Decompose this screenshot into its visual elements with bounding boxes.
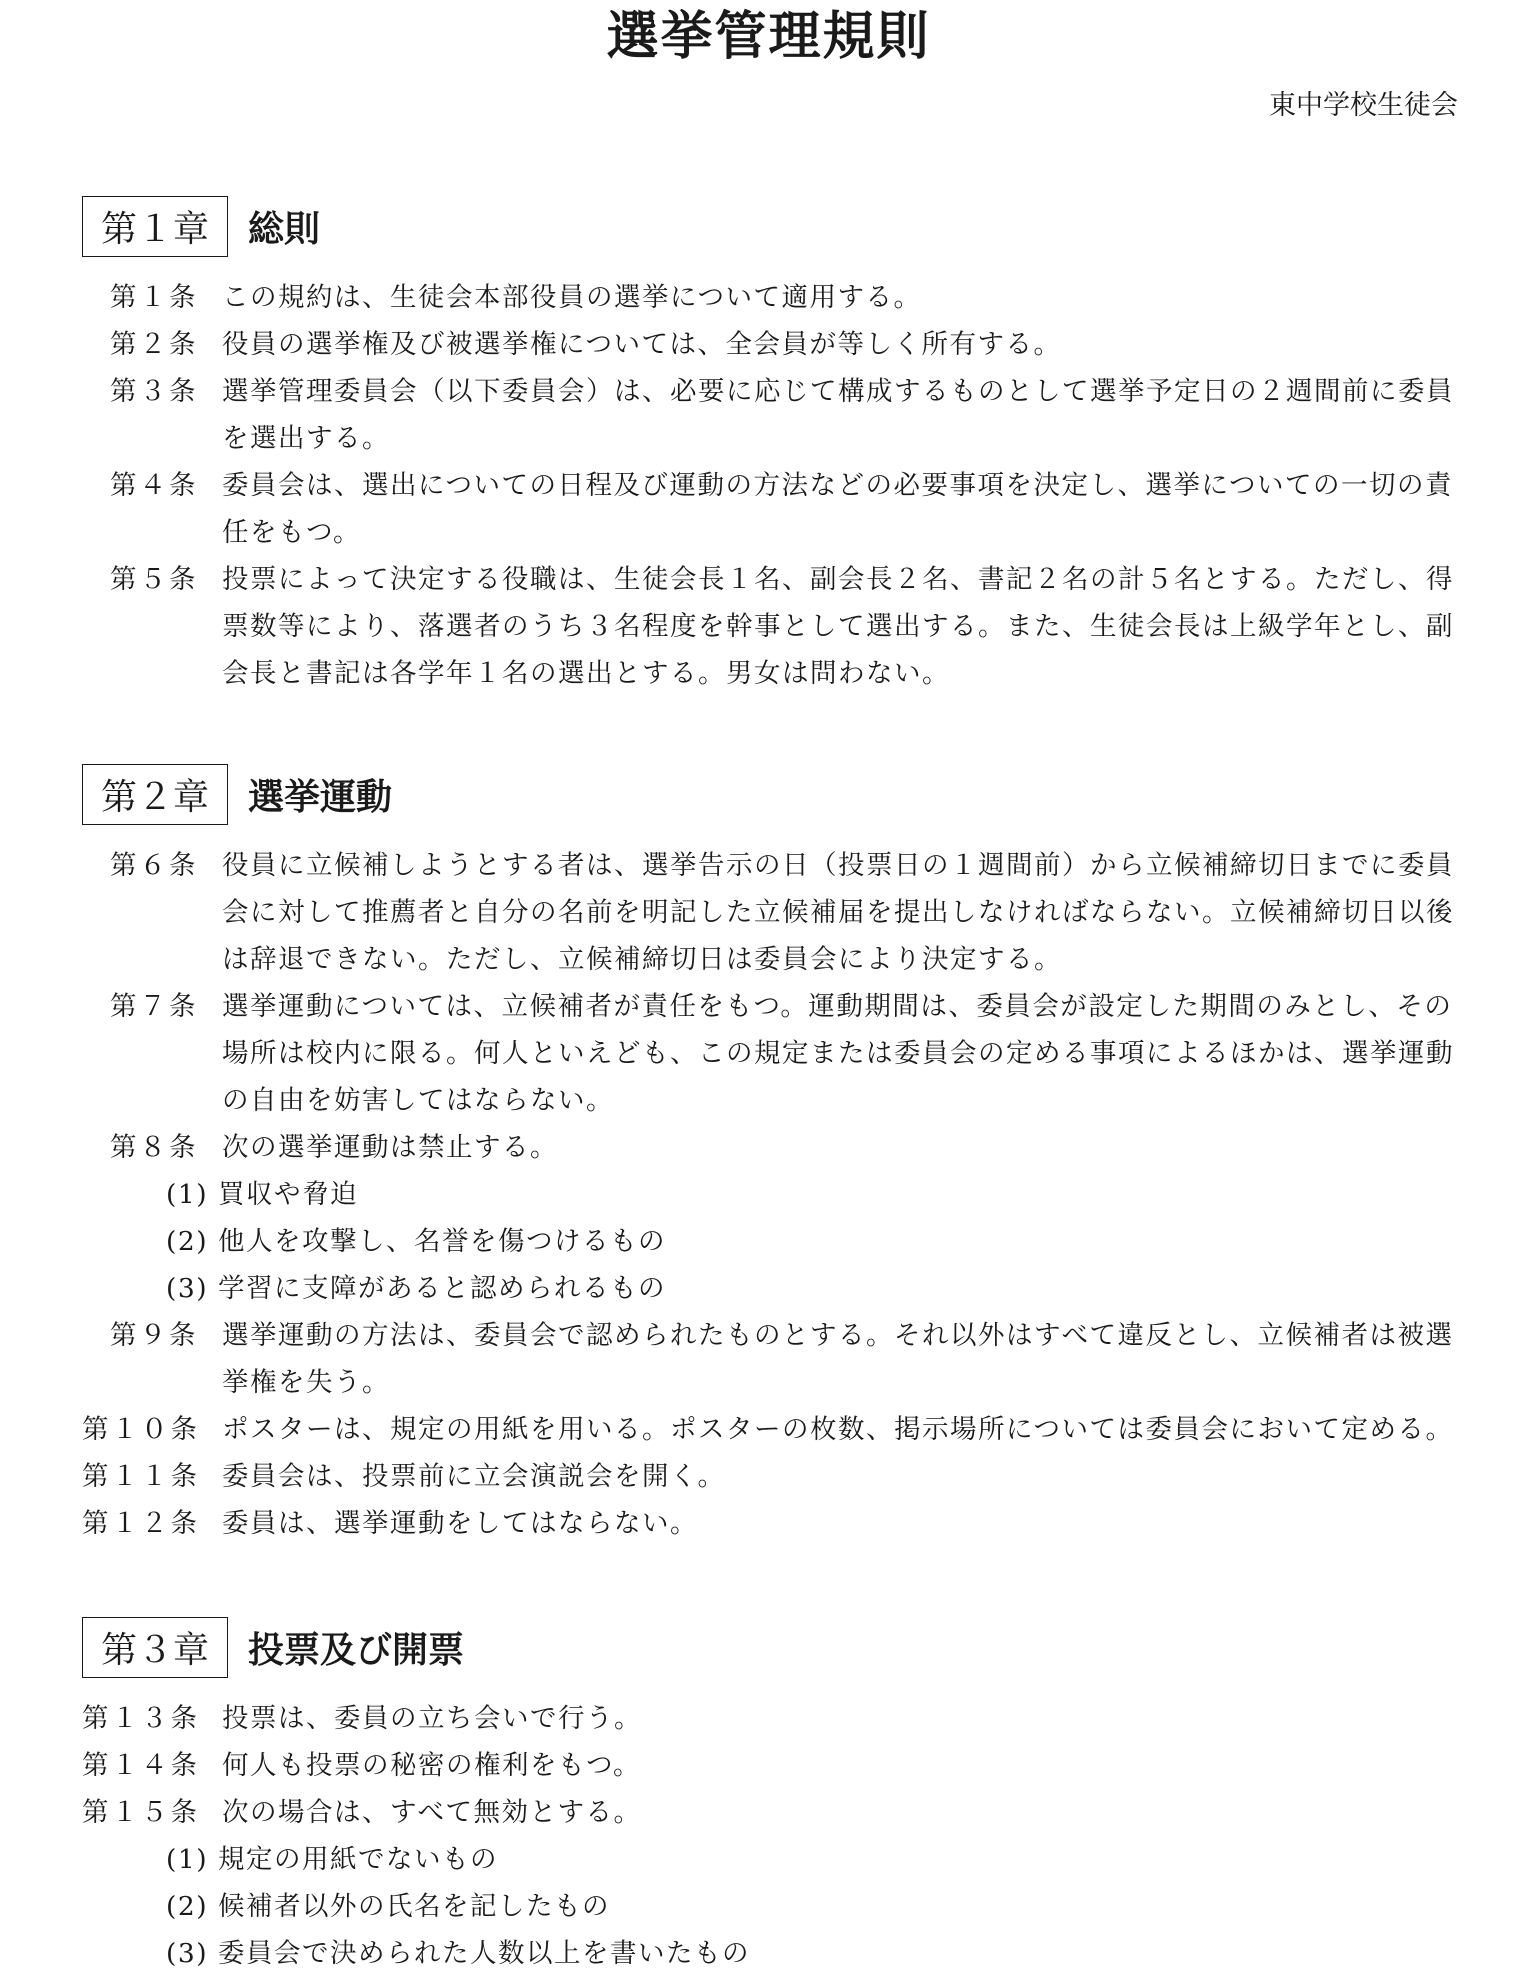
article	[0, 1312, 1537, 1406]
chapter-heading	[82, 1615, 464, 1679]
article	[0, 842, 1537, 983]
list-item	[0, 1930, 1537, 1977]
article-text: 委員会は、選出についての日程及び運動の方法などの必要事項を決定し、選挙についての一切の責任をもつ。	[222, 470, 1453, 548]
item-number: (3)	[166, 1273, 209, 1304]
article	[0, 274, 1537, 321]
article	[0, 368, 1537, 462]
article-number: 第１条	[110, 282, 199, 313]
article-number: 第１２条	[82, 1508, 200, 1539]
article-text: 選挙運動については、立候補者が責任をもつ。運動期間は、委員会が設定した期間のみとし、その場所は校内に限る。何人といえども、この規定または委員会の定める事項によるほかは、選挙運動の自由を妨害してはならない。	[222, 991, 1454, 1116]
article-number: 第７条	[110, 991, 199, 1022]
item-number: (1)	[166, 1844, 209, 1875]
item-number: (3)	[166, 1938, 209, 1969]
item-number: (1)	[166, 1179, 209, 1210]
list-item	[0, 1171, 1537, 1218]
article	[0, 1789, 1537, 1836]
article	[0, 983, 1537, 1124]
article	[0, 1695, 1537, 1742]
article-text: 何人も投票の秘密の権利をもつ。	[222, 1750, 641, 1781]
article-text: 投票は、委員の立ち会いで行う。	[222, 1703, 642, 1734]
article-text: 選挙管理委員会（以下委員会）は、必要に応じて構成するものとして選挙予定日の２週間前に委員を選出する。	[222, 376, 1454, 454]
article-number: 第１５条	[82, 1797, 200, 1828]
chapter-title: 選挙運動	[248, 775, 393, 818]
article-text: 次の選挙運動は禁止する。	[222, 1132, 558, 1163]
article	[0, 1453, 1537, 1500]
article-number: 第１４条	[82, 1750, 200, 1781]
chapter-title: 投票及び開票	[248, 1628, 465, 1671]
item-number: (2)	[166, 1226, 209, 1257]
article-number: 第３条	[110, 376, 199, 407]
article-text: 投票によって決定する役職は、生徒会長１名、副会長２名、書記２名の計５名とする。ただし、得票数等により、落選者のうち３名程度を幹事として選出する。また、生徒会長は上級学年とし、副会長と書記は各学年１名の選出とする。男女は問わない。	[222, 564, 1454, 689]
article-number: 第２条	[110, 329, 199, 360]
article	[0, 321, 1537, 368]
article-number: 第１３条	[82, 1703, 200, 1734]
article-number: 第９条	[110, 1320, 199, 1351]
article	[0, 1742, 1537, 1789]
article	[0, 462, 1537, 556]
article-text: 役員の選挙権及び被選挙権については、全会員が等しく所有する。	[222, 329, 1062, 360]
chapter-number-box: 第１章	[82, 196, 228, 257]
document-title: 選挙管理規則	[606, 6, 931, 67]
article-number: 第１０条	[82, 1414, 200, 1445]
item-number: (2)	[166, 1891, 209, 1922]
chapter-title: 総則	[248, 207, 321, 250]
article-text: 役員に立候補しようとする者は、選挙告示の日（投票日の１週間前）から立候補締切日までに委員会に対して推薦者と自分の名前を明記した立候補届を提出しなければならない。立候補締切日以後は辞退できない。ただし、立候補締切日は委員会により決定する。	[222, 850, 1454, 975]
article-text: 委員は、選挙運動をしてはならない。	[222, 1508, 698, 1539]
article-number: 第４条	[110, 470, 199, 501]
list-item	[0, 1836, 1537, 1883]
chapter-heading	[82, 194, 320, 258]
item-text: 委員会で決められた人数以上を書いたもの	[218, 1938, 750, 1969]
article-text: 次の場合は、すべて無効とする。	[222, 1797, 642, 1828]
article	[0, 1406, 1537, 1453]
article-text: 委員会は、投票前に立会演説会を開く。	[222, 1461, 726, 1492]
list-item	[0, 1265, 1537, 1312]
item-text: 規定の用紙でないもの	[218, 1844, 498, 1875]
article-number: 第８条	[110, 1132, 199, 1163]
article	[0, 556, 1537, 697]
article	[0, 1124, 1537, 1171]
article-text: ポスターは、規定の用紙を用いる。ポスターの枚数、掲示場所については委員会において定める。	[222, 1414, 1454, 1445]
chapter-number-box: 第３章	[82, 1617, 228, 1678]
article-number: 第６条	[110, 850, 199, 881]
item-text: 他人を攻撃し、名誉を傷つけるもの	[218, 1226, 666, 1257]
organization-name: 東中学校生徒会	[1269, 90, 1458, 121]
chapter-heading	[82, 762, 392, 826]
list-item	[0, 1218, 1537, 1265]
chapter-body	[0, 842, 1537, 1547]
item-text: 買収や脅迫	[218, 1179, 358, 1210]
article	[0, 1500, 1537, 1547]
item-text: 学習に支障があると認められるもの	[218, 1273, 666, 1304]
chapter-number-box: 第２章	[82, 764, 228, 825]
article-number: 第１１条	[82, 1461, 200, 1492]
chapter-body	[0, 274, 1537, 697]
list-item	[0, 1883, 1537, 1930]
article-text: 選挙運動の方法は、委員会で認められたものとする。それ以外はすべて違反とし、立候補者は被選挙権を失う。	[222, 1320, 1454, 1398]
chapter-body	[0, 1695, 1537, 1977]
article-text: この規約は、生徒会本部役員の選挙について適用する。	[222, 282, 922, 313]
article-number: 第５条	[110, 564, 199, 595]
item-text: 候補者以外の氏名を記したもの	[218, 1891, 610, 1922]
